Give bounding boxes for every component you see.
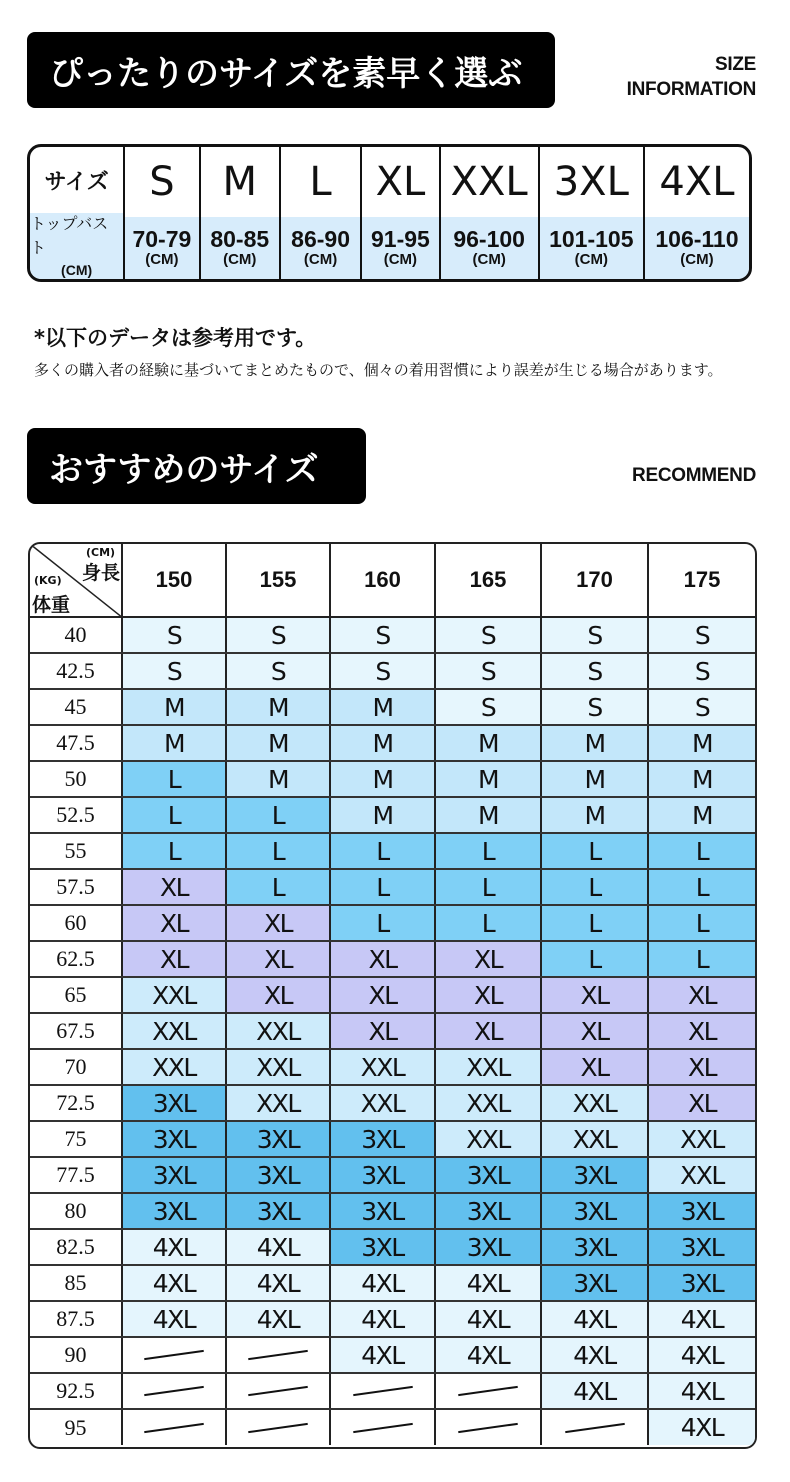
size-column — [281, 147, 362, 279]
bust-header-unit: (CM) — [61, 262, 93, 278]
table-row — [30, 1374, 755, 1410]
size-cell: XL — [227, 906, 331, 940]
size-cell: M — [542, 798, 649, 832]
table-row — [30, 1050, 755, 1086]
weight-cell: 72.5 — [30, 1086, 123, 1120]
weight-cell: 60 — [30, 906, 123, 940]
size-cell: L — [542, 906, 649, 940]
bust-range: 80-85 — [210, 226, 270, 252]
size-cell: L — [436, 906, 542, 940]
size-cell: 3XL — [123, 1086, 227, 1120]
size-name: 3XL — [553, 159, 629, 205]
table-row — [30, 726, 755, 762]
note-heading: *以下のデータは参考用です。 — [34, 326, 317, 350]
size-cell: 3XL — [542, 1266, 649, 1300]
weight-cell: 65 — [30, 978, 123, 1012]
not-available-cell — [123, 1338, 227, 1372]
size-cell: XL — [542, 1014, 649, 1048]
size-column — [362, 147, 440, 279]
not-available-cell — [123, 1410, 227, 1445]
size-cell: L — [649, 942, 755, 976]
size-cell: 3XL — [227, 1122, 331, 1156]
size-cell: 3XL — [123, 1122, 227, 1156]
bust-header-label: トップバスト — [30, 216, 109, 257]
size-cell: 4XL — [331, 1266, 436, 1300]
size-cell: XL — [649, 1086, 755, 1120]
size-cell: 4XL — [331, 1338, 436, 1372]
size-name: S — [149, 159, 175, 205]
not-available-dash — [144, 1386, 204, 1396]
size-column — [645, 147, 749, 279]
size-cell: XXL — [123, 1050, 227, 1084]
size-cell: M — [331, 762, 436, 796]
bust-range: 70-79 — [132, 226, 192, 252]
size-cell: 4XL — [542, 1302, 649, 1336]
bust-unit: (CM) — [472, 251, 506, 268]
recommend-banner — [27, 428, 366, 504]
weight-cell: 80 — [30, 1194, 123, 1228]
size-cell: XXL — [542, 1086, 649, 1120]
size-cell: L — [649, 906, 755, 940]
size-cell: 4XL — [542, 1338, 649, 1372]
size-cell: L — [123, 834, 227, 868]
not-available-cell — [227, 1374, 331, 1408]
bust-unit: (CM) — [574, 251, 608, 268]
size-cell: XL — [123, 942, 227, 976]
size-cell: S — [331, 618, 436, 652]
size-cell: XL — [436, 1014, 542, 1048]
size-cell: 4XL — [227, 1302, 331, 1336]
size-header-label: サイズ — [44, 169, 109, 195]
weight-cell: 70 — [30, 1050, 123, 1084]
table-row — [30, 654, 755, 690]
size-name: XXL — [450, 159, 528, 205]
bust-cell — [645, 217, 749, 279]
size-cell: 3XL — [649, 1194, 755, 1228]
size-cell: S — [436, 654, 542, 688]
size-info-label — [627, 52, 756, 102]
bust-cell — [362, 217, 438, 279]
size-cell: XL — [227, 978, 331, 1012]
size-cell: 3XL — [227, 1194, 331, 1228]
bust-header — [30, 213, 123, 279]
size-chart-table — [27, 144, 752, 282]
bust-cell — [201, 217, 279, 279]
size-cell: L — [542, 942, 649, 976]
bust-range: 101-105 — [549, 226, 634, 252]
size-cell: S — [123, 618, 227, 652]
size-cell: M — [331, 798, 436, 832]
not-available-dash — [248, 1350, 308, 1360]
size-header-column — [30, 147, 125, 279]
table-row — [30, 870, 755, 906]
table-row — [30, 1338, 755, 1374]
weight-cell: 90 — [30, 1338, 123, 1372]
bust-cell — [540, 217, 643, 279]
size-cell: XL — [542, 978, 649, 1012]
weight-unit: (KG) — [34, 574, 62, 587]
bust-unit: (CM) — [383, 251, 418, 268]
size-cell: 3XL — [227, 1158, 331, 1192]
size-cell: XXL — [123, 978, 227, 1012]
table-row — [30, 762, 755, 798]
size-cell: 4XL — [436, 1266, 542, 1300]
height-header-cell: 150 — [123, 544, 227, 616]
weight-label: 体重 — [32, 594, 71, 616]
size-cell: S — [436, 618, 542, 652]
not-available-dash — [353, 1422, 413, 1432]
size-cell: 3XL — [542, 1230, 649, 1264]
size-cell: XXL — [331, 1050, 436, 1084]
size-cell: L — [542, 870, 649, 904]
not-available-dash — [565, 1422, 625, 1432]
weight-cell: 75 — [30, 1122, 123, 1156]
bust-cell — [125, 217, 198, 279]
size-cell: M — [123, 726, 227, 760]
size-cell: 3XL — [436, 1230, 542, 1264]
bust-range: 96-100 — [453, 226, 525, 252]
weight-cell: 55 — [30, 834, 123, 868]
size-cell: 4XL — [227, 1266, 331, 1300]
weight-cell: 62.5 — [30, 942, 123, 976]
not-available-cell — [123, 1374, 227, 1408]
size-cell: 3XL — [123, 1194, 227, 1228]
size-cell: M — [436, 762, 542, 796]
size-cell: 3XL — [123, 1158, 227, 1192]
table-row — [30, 1122, 755, 1158]
not-available-dash — [353, 1386, 413, 1396]
table-row — [30, 1158, 755, 1194]
bust-range: 91-95 — [370, 226, 430, 252]
weight-cell: 42.5 — [30, 654, 123, 688]
label-size: SIZE — [714, 54, 756, 75]
table-row — [30, 1014, 755, 1050]
weight-cell: 57.5 — [30, 870, 123, 904]
size-column — [201, 147, 281, 279]
table-corner-cell — [30, 544, 123, 616]
size-cell: 3XL — [542, 1194, 649, 1228]
height-header-cell: 165 — [436, 544, 542, 616]
size-cell: 3XL — [542, 1158, 649, 1192]
size-cell: M — [436, 798, 542, 832]
not-available-dash — [458, 1386, 518, 1396]
size-cell: M — [331, 690, 436, 724]
recommend-body — [30, 618, 755, 1445]
size-cell: XL — [649, 1014, 755, 1048]
size-cell: XXL — [649, 1122, 755, 1156]
not-available-dash — [144, 1422, 204, 1432]
size-cell: XL — [123, 906, 227, 940]
weight-cell: 77.5 — [30, 1158, 123, 1192]
size-cell: M — [542, 726, 649, 760]
size-cell: L — [649, 870, 755, 904]
height-header-cell: 160 — [331, 544, 436, 616]
size-cell: XXL — [649, 1158, 755, 1192]
size-cell: 4XL — [123, 1230, 227, 1264]
weight-cell: 92.5 — [30, 1374, 123, 1408]
height-header-cell: 155 — [227, 544, 331, 616]
weight-cell: 67.5 — [30, 1014, 123, 1048]
size-cell: M — [436, 726, 542, 760]
size-cell: L — [123, 762, 227, 796]
size-cell: L — [123, 798, 227, 832]
bust-cell — [441, 217, 538, 279]
size-cell: XXL — [436, 1086, 542, 1120]
size-cell: L — [436, 870, 542, 904]
table-row — [30, 978, 755, 1014]
not-available-cell — [331, 1410, 436, 1445]
note-body: 多くの購入者の経験に基づいてまとめたもので、個々の着用習慣により誤差が生じる場合があります。 — [34, 361, 723, 379]
weight-cell: 82.5 — [30, 1230, 123, 1264]
size-cell: 4XL — [123, 1266, 227, 1300]
size-cell: S — [649, 618, 755, 652]
size-cell: M — [123, 690, 227, 724]
size-cell: XL — [331, 942, 436, 976]
size-cell: S — [649, 690, 755, 724]
size-name: L — [309, 159, 332, 205]
size-cell: XXL — [331, 1086, 436, 1120]
recommend-header-row — [30, 544, 755, 618]
not-available-cell — [331, 1374, 436, 1408]
size-name: M — [222, 159, 257, 205]
size-cell: M — [649, 726, 755, 760]
size-cell: S — [227, 654, 331, 688]
size-cell: S — [227, 618, 331, 652]
table-row — [30, 1086, 755, 1122]
size-cell: XL — [436, 942, 542, 976]
not-available-cell — [436, 1374, 542, 1408]
size-cell: M — [649, 798, 755, 832]
weight-cell: 45 — [30, 690, 123, 724]
size-info-title: ぴったりのサイズを素早く選ぶ — [49, 53, 523, 94]
size-cell: L — [227, 870, 331, 904]
size-cell: S — [542, 618, 649, 652]
size-name: XL — [375, 159, 426, 205]
size-cell: 4XL — [331, 1302, 436, 1336]
table-row — [30, 1230, 755, 1266]
size-cell: 3XL — [331, 1158, 436, 1192]
table-row — [30, 906, 755, 942]
size-cell: 3XL — [331, 1122, 436, 1156]
size-cell: 4XL — [123, 1302, 227, 1336]
size-cell: 3XL — [331, 1230, 436, 1264]
height-header-cell: 175 — [683, 567, 721, 592]
table-row — [30, 834, 755, 870]
not-available-dash — [248, 1386, 308, 1396]
weight-cell: 52.5 — [30, 798, 123, 832]
recommend-title: おすすめのサイズ — [49, 449, 319, 490]
recommend-table — [28, 542, 757, 1449]
size-cell: S — [542, 654, 649, 688]
size-name: 4XL — [659, 159, 735, 205]
not-available-dash — [248, 1422, 308, 1432]
bust-range: 86-90 — [291, 226, 350, 252]
table-row — [30, 942, 755, 978]
bust-range: 106-110 — [655, 226, 739, 252]
weight-cell: 50 — [30, 762, 123, 796]
size-cell: 4XL — [436, 1302, 542, 1336]
weight-cell: 40 — [30, 618, 123, 652]
size-cell: XL — [227, 942, 331, 976]
weight-cell: 85 — [30, 1266, 123, 1300]
size-cell: M — [227, 726, 331, 760]
size-column — [441, 147, 540, 279]
size-cell: M — [649, 762, 755, 796]
size-cell: XXL — [123, 1014, 227, 1048]
not-available-dash — [458, 1422, 518, 1432]
bust-unit: (CM) — [303, 251, 338, 268]
bust-cell — [281, 217, 360, 279]
size-cell: XXL — [542, 1122, 649, 1156]
size-cell: XL — [331, 1014, 436, 1048]
bust-unit: (CM) — [223, 251, 257, 268]
size-cell: 4XL — [649, 1374, 755, 1408]
size-cell: 4XL — [649, 1338, 755, 1372]
size-cell: XL — [331, 978, 436, 1012]
size-column — [540, 147, 645, 279]
size-cell: 4XL — [436, 1338, 542, 1372]
size-cell: XL — [649, 1050, 755, 1084]
size-cell: S — [649, 654, 755, 688]
weight-cell: 87.5 — [30, 1302, 123, 1336]
size-cell: 4XL — [649, 1410, 755, 1445]
size-cell: L — [331, 834, 436, 868]
size-cell: 4XL — [649, 1302, 755, 1336]
size-cell: M — [542, 762, 649, 796]
not-available-cell — [436, 1410, 542, 1445]
size-cell: 3XL — [331, 1194, 436, 1228]
table-row — [30, 1302, 755, 1338]
size-cell: L — [542, 834, 649, 868]
size-cell: XL — [436, 978, 542, 1012]
size-cell: S — [542, 690, 649, 724]
size-cell: 3XL — [436, 1158, 542, 1192]
size-cell: S — [123, 654, 227, 688]
size-cell: L — [331, 870, 436, 904]
weight-cell: 47.5 — [30, 726, 123, 760]
size-cell: M — [331, 726, 436, 760]
size-cell: L — [436, 834, 542, 868]
size-cell: 3XL — [436, 1194, 542, 1228]
size-cell: XL — [542, 1050, 649, 1084]
size-cell: XL — [649, 978, 755, 1012]
size-cell: S — [436, 690, 542, 724]
size-cell: M — [227, 690, 331, 724]
table-row — [30, 1266, 755, 1302]
size-info-banner — [27, 32, 555, 108]
height-label: 身長 — [82, 562, 121, 584]
size-cell: S — [331, 654, 436, 688]
size-cell: 3XL — [649, 1266, 755, 1300]
table-row — [30, 798, 755, 834]
not-available-cell — [542, 1410, 649, 1445]
size-cell: M — [227, 762, 331, 796]
bust-unit: (CM) — [145, 251, 179, 268]
size-cell: L — [227, 798, 331, 832]
size-cell: L — [331, 906, 436, 940]
not-available-cell — [227, 1338, 331, 1372]
table-row — [30, 1194, 755, 1230]
size-cell: XXL — [227, 1014, 331, 1048]
size-cell: 3XL — [649, 1230, 755, 1264]
table-row — [30, 1410, 755, 1445]
not-available-cell — [227, 1410, 331, 1445]
size-cell: XXL — [227, 1086, 331, 1120]
size-cell: XXL — [436, 1122, 542, 1156]
not-available-dash — [144, 1350, 204, 1360]
size-cell: L — [227, 834, 331, 868]
size-cell: XXL — [227, 1050, 331, 1084]
label-information: INFORMATION — [626, 79, 756, 100]
size-column — [125, 147, 200, 279]
weight-cell: 95 — [30, 1410, 123, 1445]
table-row — [30, 690, 755, 726]
recommend-label: RECOMMEND — [632, 465, 756, 486]
bust-unit: (CM) — [680, 251, 714, 268]
table-row — [30, 618, 755, 654]
size-cell: XXL — [436, 1050, 542, 1084]
size-cell: XL — [123, 870, 227, 904]
height-unit: (CM) — [86, 546, 116, 559]
size-cell: 4XL — [227, 1230, 331, 1264]
size-cell: L — [649, 834, 755, 868]
height-header-cell: 170 — [542, 544, 649, 616]
size-cell: 4XL — [542, 1374, 649, 1408]
